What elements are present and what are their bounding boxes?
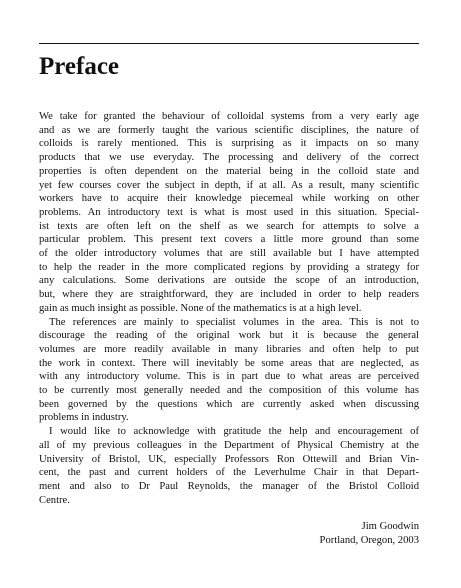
header-rule [39, 43, 419, 44]
author-name: Jim Goodwin [361, 521, 419, 532]
signature-block [320, 520, 419, 548]
text-line: workers have to acquire their knowledge piecemeal while working on other [39, 193, 419, 205]
text-line: I would like to acknowledge with gratitude the help and encouragement of [49, 426, 419, 438]
text-line: yet few courses cover the subject in depth, if at all. As a result, many scientific [39, 179, 419, 191]
text-line: University of Bristol, UK, especially Professors Ron Ottewill and Brian Vin- [39, 453, 419, 465]
text-line: the work in context. There will inevitably be some areas that are neglected, as [39, 357, 419, 369]
text-line: colloids is rarely mentioned. This is surprising as it impacts on so many [39, 138, 419, 150]
paragraph-3 [39, 425, 419, 507]
place-date: Portland, Oregon, 2003 [319, 535, 419, 546]
text-line: ment and also to Dr Paul Reynolds, the manager of the Bristol Colloid [39, 480, 419, 492]
text-line: products that we use everyday. The processing and delivery of the correct [39, 152, 419, 164]
text-line: with any introductory volume. This is in part due to what areas are perceived [39, 371, 419, 383]
text-line: problems. An introductory text is what is most used in this situation. Special- [39, 206, 419, 218]
paragraph-1 [39, 110, 419, 316]
text-line: We take for granted the behaviour of colloidal systems from a very early age [39, 111, 419, 122]
text-line: of the older introductory volumes that are still available but I have attempted [39, 248, 419, 260]
text-line: and as we are formerly taught the various scientific disciplines, the nature of [39, 124, 419, 136]
text-line: any calculations. Some derivations are outside the scope of an introduction, [39, 275, 419, 287]
text-line: particular problem. This present text covers a little more ground than some [39, 234, 419, 246]
text-line: The references are mainly to specialist volumes in the area. This is not to [49, 316, 419, 328]
text-line: to help the reader in the more complicated regions by providing a strategy for [39, 261, 419, 273]
text-line: volumes are more readily available in many libraries and often help to put [39, 343, 419, 355]
text-line: all of my previous colleagues in the Department of Physical Chemistry at the [39, 439, 419, 451]
text-line: ist texts are often left on the shelf as we search for attempts to solve a [39, 220, 419, 232]
page-title: Preface [39, 53, 120, 80]
paragraph-2 [39, 316, 419, 426]
text-line: to be currently most generally needed and the composition of this volume has [39, 385, 419, 397]
text-line: problems in industry. [39, 412, 129, 424]
text-line: properties is often dependent on the material being in the colloid state and [39, 165, 419, 177]
text-line: cent, the past and current holders of the Leverhulme Chair in that Depart- [39, 467, 419, 479]
text-line: Centre. [39, 494, 70, 506]
text-line: but, where they are straightforward, they are included in order to help readers [39, 289, 419, 301]
text-line: been governed by the questions which are currently asked when discussing [39, 398, 419, 410]
text-line: gain as much insight as possible. None of the mathematics is at a high level. [39, 302, 362, 314]
preface-body [39, 110, 419, 507]
text-line: discourage the reading of the original work but it is because the general [39, 330, 419, 342]
